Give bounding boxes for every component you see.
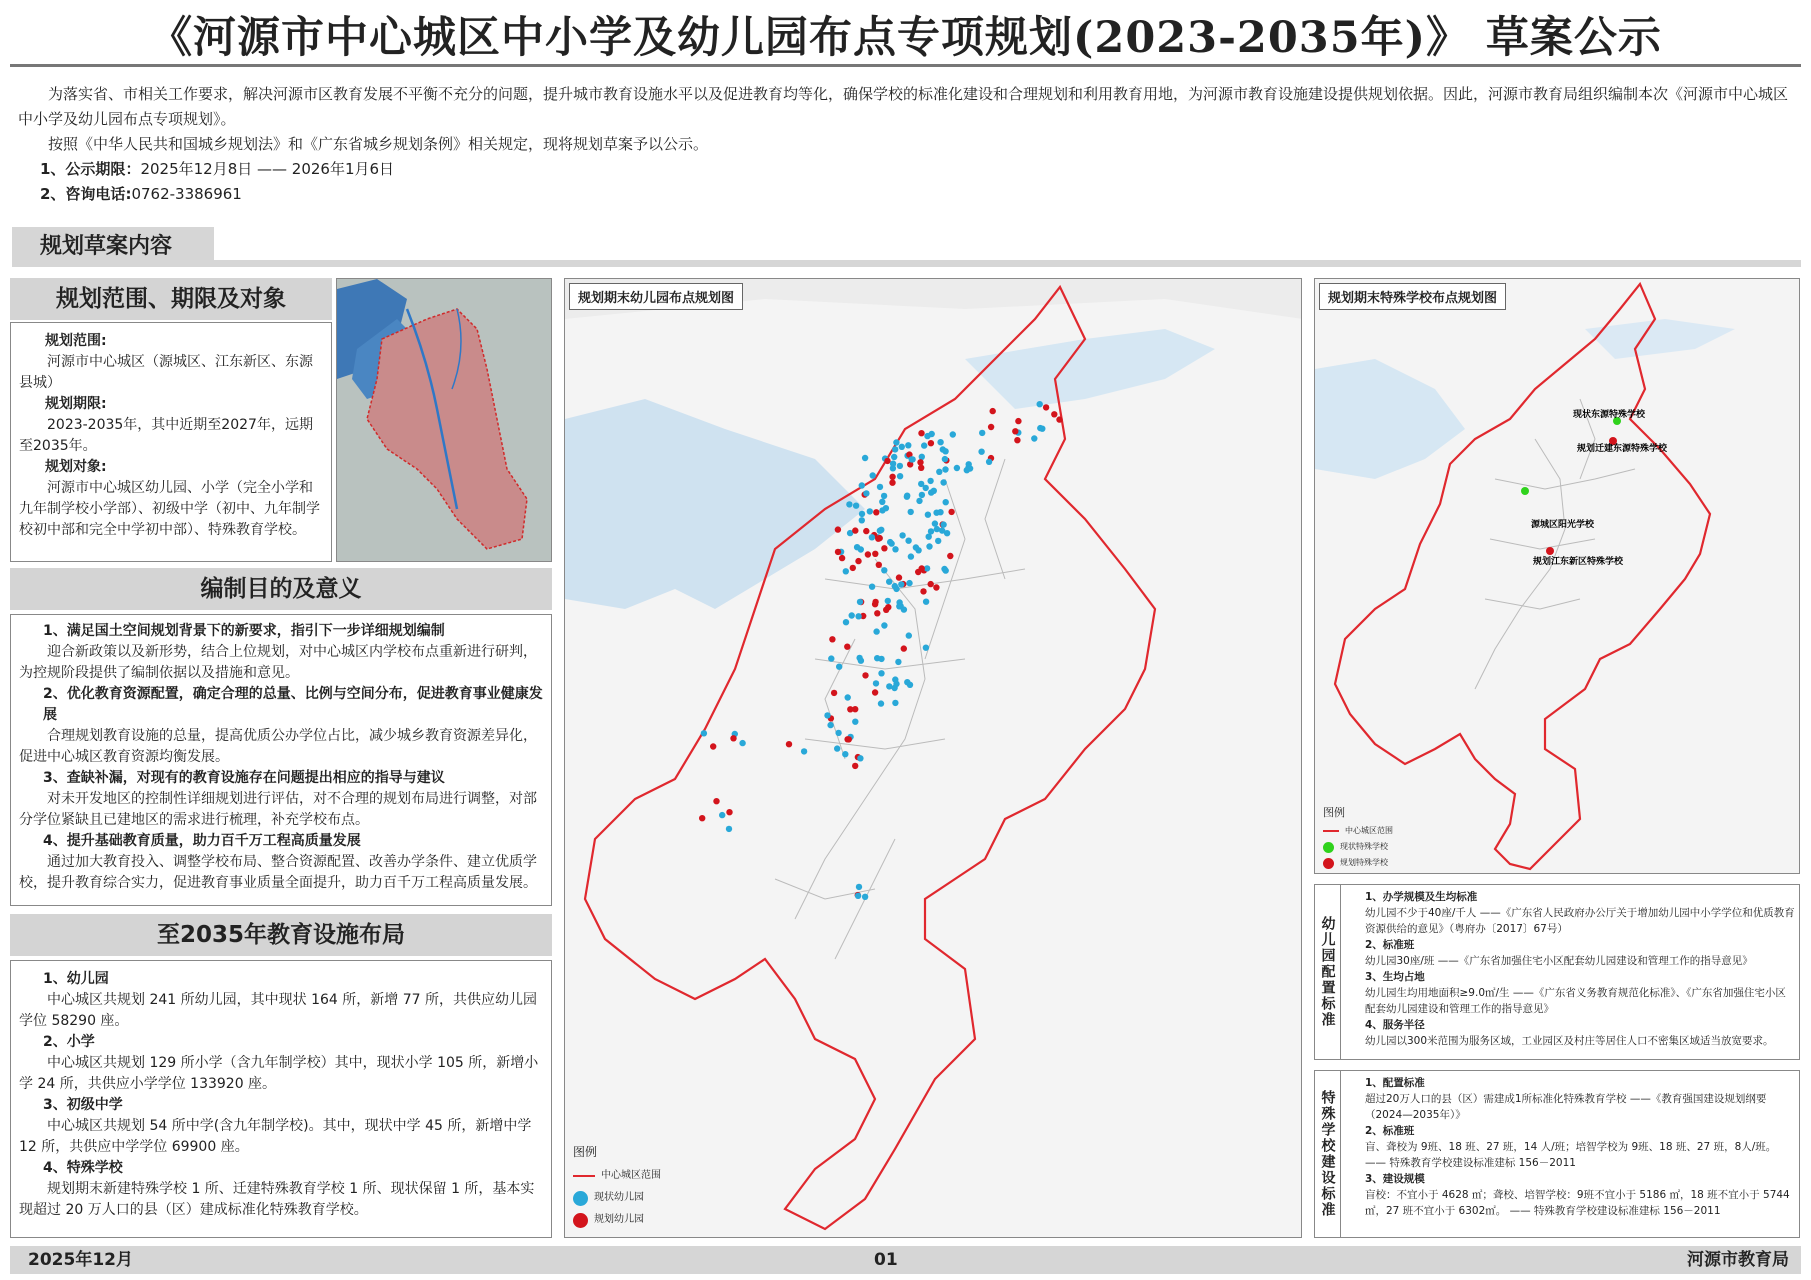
kindergarten-marker-icon [739,740,745,746]
kindergarten-marker-icon [897,473,903,479]
kindergarten-marker-icon [835,526,841,532]
kindergarten-marker-icon [862,455,868,461]
special-school-map-label: 规划期末特殊学校布点规划图 [1319,283,1506,310]
kindergarten-marker-icon [978,449,984,455]
standard-text: 幼儿园生均用地面积≥9.0㎡/生 ——《广东省义务教育规范化标准》、《广东省加强住宅小区配套幼儿园建设和管理工作的指导意见》 [1365,987,1786,1015]
kindergarten-marker-icon [901,606,907,612]
legend-line-icon [573,1175,595,1177]
section-divider [214,260,1801,267]
layout-item [19,1032,543,1095]
kindergarten-marker-icon [831,690,837,696]
kindergarten-marker-icon [874,655,880,661]
kindergarten-marker-icon [855,893,861,899]
standard-title: 1、办学规模及生均标准 [1365,891,1478,903]
kindergarten-marker-icon [886,579,892,585]
kindergarten-marker-icon [935,538,941,544]
kindergarten-marker-icon [1014,437,1020,443]
kindergarten-marker-icon [942,466,948,472]
kindergarten-marker-icon [844,644,850,650]
standard-text: 盲、聋校为 9班、18 班、27 班，14 人/班；培智学校为 9班、18 班、27 班，8人/班。 —— 特殊教育学校建设标准建标 156－2011 [1365,1141,1777,1169]
kindergarten-marker-icon [878,670,884,676]
kindergarten-marker-icon [786,741,792,747]
legend-boundary-label: 中心城区范围 [601,1170,661,1181]
kindergarten-marker-icon [890,461,896,467]
special-school-map-graphic [1315,279,1800,874]
special-school-marker-icon [1521,487,1529,495]
purpose-box [10,614,552,906]
kindergarten-marker-icon [923,599,929,605]
kindergarten-marker-icon [877,535,883,541]
kindergarten-marker-icon [906,580,912,586]
notice-period-label: 1、公示期限： [40,160,141,178]
kindergarten-marker-icon [852,527,858,533]
scope-range-label: 规划范围: [45,333,107,349]
purpose-item [19,621,543,684]
purpose-item-text: 合理规划教育设施的总量，提高优质公办学位占比，减少城乡教育资源差异化，促进中心城区教育资源均衡发展。 [19,728,537,765]
kindergarten-marker-icon [873,509,879,515]
kindergarten-marker-icon [908,553,914,559]
kindergarten-marker-icon [943,567,949,573]
location-map-graphic [337,279,552,562]
special-school-standards-side-label: 特殊学校建设标准 [1315,1071,1341,1237]
kindergarten-marker-icon [877,484,883,490]
kindergarten-marker-icon [915,569,921,575]
footer [10,1246,1801,1274]
purpose-item-text: 迎合新政策以及新形势，结合上位规划，对中心城区内学校布点重新进行研判，为控规阶段提供了编制依据以及措施和意见。 [19,644,537,681]
kindergarten-marker-icon [916,498,922,504]
kindergarten-marker-icon [872,551,878,557]
kindergarten-marker-icon [919,492,925,498]
page-title: 《河源市中心城区中小学及幼儿园布点专项规划(2023-2035年)》 草案公示 [149,13,1662,63]
kindergarten-marker-icon [710,743,716,749]
kindergarten-marker-icon [892,583,898,589]
legend-planned [573,1209,661,1231]
layout-item-text: 中心城区共规划 54 所中学(含九年制学校)。其中，现状中学 45 所，新增中学 12 所，共供应中学学位 69900 座。 [19,1118,532,1155]
purpose-item-title: 1、满足国土空间规划背景下的新要求，指引下一步详细规划编制 [43,623,445,639]
standard-text: 超过20万人口的县（区）需建成1所标准化特殊教育学校 ——《教育强国建设规划纲要（2024—2035年）》 [1365,1093,1767,1121]
purpose-item [19,768,543,831]
layout-item-text: 中心城区共规划 241 所幼儿园，其中现状 164 所，新增 77 所，共供应幼儿园学位 58290 座。 [19,992,537,1029]
legend-red-dot-icon [573,1213,588,1228]
standard-text: 盲校：不宜小于 4628 ㎡；聋校、培智学校：9班不宜小于 5186 ㎡，18 班不宜小于 5744 ㎡，27 班不宜小于 6302㎡。 —— 特殊教育学校建设标准建标 156－2011 [1365,1189,1790,1217]
kindergarten-marker-icon [846,736,852,742]
kindergarten-marker-icon [1031,435,1037,441]
footer-date: 2025年12月 [28,1250,133,1270]
standard-text: 幼儿园30座/班 ——《广东省加强住宅小区配套幼儿园建设和管理工作的指导意见》 [1365,955,1753,967]
scope-range-text: 河源市中心城区（源城区、江东新区、东源县城） [19,354,313,391]
kindergarten-marker-icon [947,553,953,559]
kindergarten-marker-icon [896,574,902,580]
kindergarten-marker-icon [863,528,869,534]
kindergarten-marker-icon [940,521,946,527]
kindergarten-marker-icon [883,607,889,613]
kindergarten-marker-icon [928,528,934,534]
kindergarten-marker-icon [836,664,842,670]
kindergarten-marker-icon [850,565,856,571]
kindergarten-marker-icon [855,558,861,564]
layout-box [10,960,552,1238]
kindergarten-marker-icon [915,547,921,553]
kindergarten-marker-icon [874,610,880,616]
scope-object-label: 规划对象: [45,459,107,475]
kindergarten-marker-icon [931,488,937,494]
kindergarten-marker-icon [881,622,887,628]
layout-item-text: 规划期末新建特殊学校 1 所、迁建特殊教育学校 1 所、现状保留 1 所，基本实现超过 20 万人口的县（区）建成标准化特殊教育学校。 [19,1181,535,1218]
kindergarten-marker-icon [726,809,732,815]
scope-object-text: 河源市中心城区幼儿园、小学（完全小学和九年制学校小学部）、初级中学（初中、九年制学校初中部和完全中学初中部）、特殊教育学校。 [19,480,320,538]
standard-text: 幼儿园不少于40座/千人 ——《广东省人民政府办公厅关于增加幼儿园中小学学位和优质教育资源供给的意见》（粤府办〔2017〕67号） [1365,907,1795,935]
contact-phone-label: 2、咨询电话: [40,185,132,203]
purpose-item-text: 通过加大教育投入、调整学校布局、整合资源配置、改善办学条件、建立优质学校，提升教育综合实力，促进教育事业质量全面提升，助力百千万工程高质量发展。 [19,854,537,891]
kindergarten-marker-icon [979,430,985,436]
kindergarten-marker-icon [895,659,901,665]
kindergarten-marker-icon [881,493,887,499]
purpose-heading: 编制目的及意义 [10,568,552,610]
legend-planned-label: 规划特殊学校 [1340,858,1388,867]
legend-green-dot-icon [1323,842,1334,853]
kindergarten-marker-icon [834,745,840,751]
purpose-item [19,684,543,768]
legend-planned [1323,855,1393,871]
layout-item-text: 中心城区共规划 129 所小学（含九年制学校）其中，现状小学 105 所，新增小学 24 所，共供应小学学位 133920 座。 [19,1055,539,1092]
kindergarten-map-label: 规划期末幼儿园布点规划图 [569,283,743,310]
kindergarten-marker-icon [918,465,924,471]
kindergarten-marker-icon [986,459,992,465]
kindergarten-marker-icon [917,459,923,465]
legend-existing-label: 现状幼儿园 [594,1192,644,1203]
kindergarten-marker-icon [827,722,833,728]
legend-planned-label: 规划幼儿园 [594,1214,644,1225]
legend-boundary-label: 中心城区范围 [1345,826,1393,835]
kindergarten-marker-icon [857,755,863,761]
kindergarten-marker-icon [859,511,865,517]
kindergarten-marker-icon [1012,428,1018,434]
kindergarten-marker-icon [852,719,858,725]
kindergarten-marker-icon [828,655,834,661]
kindergarten-marker-icon [843,568,849,574]
kindergarten-marker-icon [950,431,956,437]
kindergarten-marker-icon [881,545,887,551]
kindergarten-marker-icon [893,439,899,445]
footer-organization: 河源市教育局 [1687,1250,1789,1270]
kindergarten-marker-icon [1056,416,1062,422]
kindergarten-marker-icon [853,503,859,509]
section-banner: 规划草案内容 [12,227,214,267]
kindergarten-marker-icon [940,479,946,485]
kindergarten-marker-icon [878,700,884,706]
kindergarten-marker-icon [899,444,905,450]
kindergarten-marker-icon [857,599,863,605]
layout-item-title: 2、小学 [43,1034,95,1050]
kindergarten-standards-box [1314,884,1800,1060]
standard-title: 3、生均占地 [1365,971,1425,983]
kindergarten-marker-icon [867,508,873,514]
scope-box [10,322,332,562]
kindergarten-marker-icon [942,448,948,454]
kindergarten-marker-icon [869,534,875,540]
kindergarten-marker-icon [898,581,904,587]
kindergarten-marker-icon [926,543,932,549]
kindergarten-marker-icon [933,584,939,590]
standard-text: 幼儿园以300米范围为服务区域，工业园区及村庄等居住人口不密集区域适当放宽要求。 [1365,1035,1774,1047]
kindergarten-marker-icon [879,499,885,505]
notice-period-value: 2025年12月8日 —— 2026年1月6日 [140,160,395,178]
kindergarten-marker-icon [886,683,892,689]
kindergarten-marker-icon [855,613,861,619]
layout-item [19,1095,543,1158]
kindergarten-marker-icon [859,482,865,488]
kindergarten-marker-icon [964,467,970,473]
standard-title: 3、建设规模 [1365,1173,1425,1185]
special-school-name: 规划迁建东源特殊学校 [1577,443,1668,453]
purpose-item-title: 3、查缺补漏，对现有的教育设施存在问题提出相应的指导与建议 [43,770,445,786]
kindergarten-marker-icon [829,636,835,642]
scope-period-label: 规划期限: [45,396,107,412]
purpose-item [19,831,543,894]
kindergarten-marker-icon [948,509,954,515]
standard-title: 2、标准班 [1365,939,1415,951]
kindergarten-marker-icon [862,894,868,900]
kindergarten-marker-icon [835,549,841,555]
special-school-standards-body [1345,1075,1795,1219]
kindergarten-marker-icon [937,439,943,445]
kindergarten-marker-icon [932,520,938,526]
kindergarten-marker-icon [928,581,934,587]
kindergarten-marker-icon [942,456,948,462]
title-divider [10,64,1801,67]
kindergarten-marker-icon [842,751,848,757]
kindergarten-marker-icon [877,528,883,534]
kindergarten-marker-icon [870,472,876,478]
kindergarten-marker-icon [928,440,934,446]
kindergarten-marker-icon [730,735,736,741]
legend-red-dot-icon [1323,858,1334,869]
kindergarten-marker-icon [863,490,869,496]
special-school-map [1314,278,1800,874]
kindergarten-marker-icon [872,599,878,605]
kindergarten-marker-icon [897,463,903,469]
kindergarten-marker-icon [1051,411,1057,417]
kindergarten-marker-icon [906,632,912,638]
kindergarten-map-legend [573,1141,661,1231]
special-school-map-legend [1323,805,1393,871]
kindergarten-marker-icon [923,645,929,651]
kindergarten-marker-icon [887,539,893,545]
purpose-item-title: 4、提升基础教育质量，助力百千万工程高质量发展 [43,833,361,849]
kindergarten-marker-icon [927,478,933,484]
layout-item-title: 1、幼儿园 [43,971,109,987]
kindergarten-marker-icon [1037,401,1043,407]
legend-existing [1323,839,1393,855]
intro-section [18,82,1793,207]
kindergarten-marker-icon [988,424,994,430]
kindergarten-marker-icon [921,442,927,448]
special-school-standards-box [1314,1070,1800,1238]
kindergarten-marker-icon [889,480,895,486]
layout-item [19,1158,543,1221]
kindergarten-marker-icon [879,507,885,513]
kindergarten-marker-icon [726,826,732,832]
standard-title: 1、配置标准 [1365,1077,1425,1089]
kindergarten-marker-icon [713,798,719,804]
kindergarten-marker-icon [884,458,890,464]
kindergarten-marker-icon [901,645,907,651]
purpose-item-text: 对未开发地区的控制性详细规划进行评估，对不合理的规划布局进行调整，对部分学位紧缺且已建地区的需求进行梳理，补充学校布点。 [19,791,537,828]
kindergarten-marker-icon [892,446,898,452]
kindergarten-marker-icon [918,481,924,487]
kindergarten-marker-icon [892,700,898,706]
special-school-name: 源城区阳光学校 [1531,519,1595,529]
kindergarten-marker-icon [701,730,707,736]
kindergarten-marker-icon [881,567,887,573]
kindergarten-marker-icon [847,706,853,712]
kindergarten-marker-icon [845,694,851,700]
scope-period-text: 2023-2035年，其中近期至2027年，远期至2035年。 [19,417,313,454]
kindergarten-marker-icon [856,884,862,890]
kindergarten-marker-icon [839,555,845,561]
kindergarten-marker-icon [873,628,879,634]
standard-title: 4、服务半径 [1365,1019,1425,1031]
kindergarten-marker-icon [907,682,913,688]
kindergarten-marker-icon [1015,418,1021,424]
legend-boundary [1323,823,1393,839]
layout-item-title: 4、特殊学校 [43,1160,123,1176]
kindergarten-marker-icon [905,538,911,544]
kindergarten-marker-icon [824,712,830,718]
kindergarten-marker-icon [801,748,807,754]
kindergarten-marker-icon [904,493,910,499]
kindergarten-marker-icon [846,501,852,507]
kindergarten-marker-icon [925,512,931,518]
kindergarten-marker-icon [918,430,924,436]
layout-item [19,969,543,1032]
kindergarten-marker-icon [919,454,925,460]
kindergarten-marker-icon [873,680,879,686]
kindergarten-marker-icon [872,689,878,695]
kindergarten-marker-icon [1039,426,1045,432]
kindergarten-marker-icon [869,584,875,590]
kindergarten-marker-icon [858,546,864,552]
kindergarten-marker-icon [920,588,926,594]
legend-existing [573,1187,661,1209]
kindergarten-marker-icon [899,532,905,538]
kindergarten-marker-icon [876,562,882,568]
kindergarten-marker-icon [937,509,943,515]
kindergarten-marker-icon [909,456,915,462]
kindergarten-marker-icon [719,812,725,818]
notice-period [18,157,1793,182]
kindergarten-marker-icon [862,672,868,678]
layout-heading: 至2035年教育设施布局 [10,914,552,956]
kindergarten-marker-icon [943,499,949,505]
legend-title: 图例 [573,1145,598,1159]
legend-blue-dot-icon [573,1191,588,1206]
kindergarten-map [564,278,1302,1238]
kindergarten-marker-icon [849,612,855,618]
kindergarten-marker-icon [908,509,914,515]
legend-title: 图例 [1323,806,1345,819]
contact-phone-value: 0762-3386961 [131,185,242,203]
standard-title: 2、标准班 [1365,1125,1415,1137]
kindergarten-map-graphic [565,279,1302,1238]
kindergarten-marker-icon [1043,404,1049,410]
kindergarten-marker-icon [905,442,911,448]
kindergarten-marker-icon [852,763,858,769]
kindergarten-standards-side-label: 幼儿园配置标准 [1315,885,1341,1059]
kindergarten-standards-body [1345,889,1795,1049]
special-school-name: 规划江东新区特殊学校 [1533,556,1624,566]
kindergarten-marker-icon [892,546,898,552]
legend-boundary [573,1165,661,1187]
kindergarten-marker-icon [859,517,865,523]
kindergarten-marker-icon [835,730,841,736]
kindergarten-marker-icon [843,619,849,625]
kindergarten-marker-icon [889,474,895,480]
footer-page-number: 01 [874,1250,898,1270]
kindergarten-marker-icon [929,431,935,437]
layout-item-title: 3、初级中学 [43,1097,123,1113]
legend-existing-label: 现状特殊学校 [1340,842,1388,851]
kindergarten-marker-icon [954,465,960,471]
kindergarten-marker-icon [891,454,897,460]
location-map [336,278,552,562]
kindergarten-marker-icon [699,815,705,821]
kindergarten-marker-icon [990,408,996,414]
scope-heading: 规划范围、期限及对象 [10,278,332,320]
intro-paragraph-1: 为落实省、市相关工作要求，解决河源市区教育发展不平衡不充分的问题，提升城市教育设施水平以及促进教育均等化，确保学校的标准化建设和合理规划和利用教育用地，为河源市教育设施建设提供规划依据。因此，河源市教育局组织编制本次《河源市中心城区中小学及幼儿园布点专项规划》。 [18,85,1789,128]
intro-paragraph-2: 按照《中华人民共和国城乡规划法》和《广东省城乡规划条例》相关规定，现将规划草案予以公示。 [48,135,709,153]
kindergarten-marker-icon [939,527,945,533]
legend-line-icon [1323,830,1339,832]
kindergarten-marker-icon [936,469,942,475]
special-school-marker-icon [1546,547,1554,555]
purpose-item-title: 2、优化教育资源配置，确定合理的总量、比例与空间分布，促进教育事业健康发展 [43,686,543,723]
kindergarten-marker-icon [865,551,871,557]
contact-phone [18,182,1793,207]
special-school-name: 现状东源特殊学校 [1573,409,1646,419]
kindergarten-marker-icon [885,598,891,604]
kindergarten-marker-icon [858,658,864,664]
